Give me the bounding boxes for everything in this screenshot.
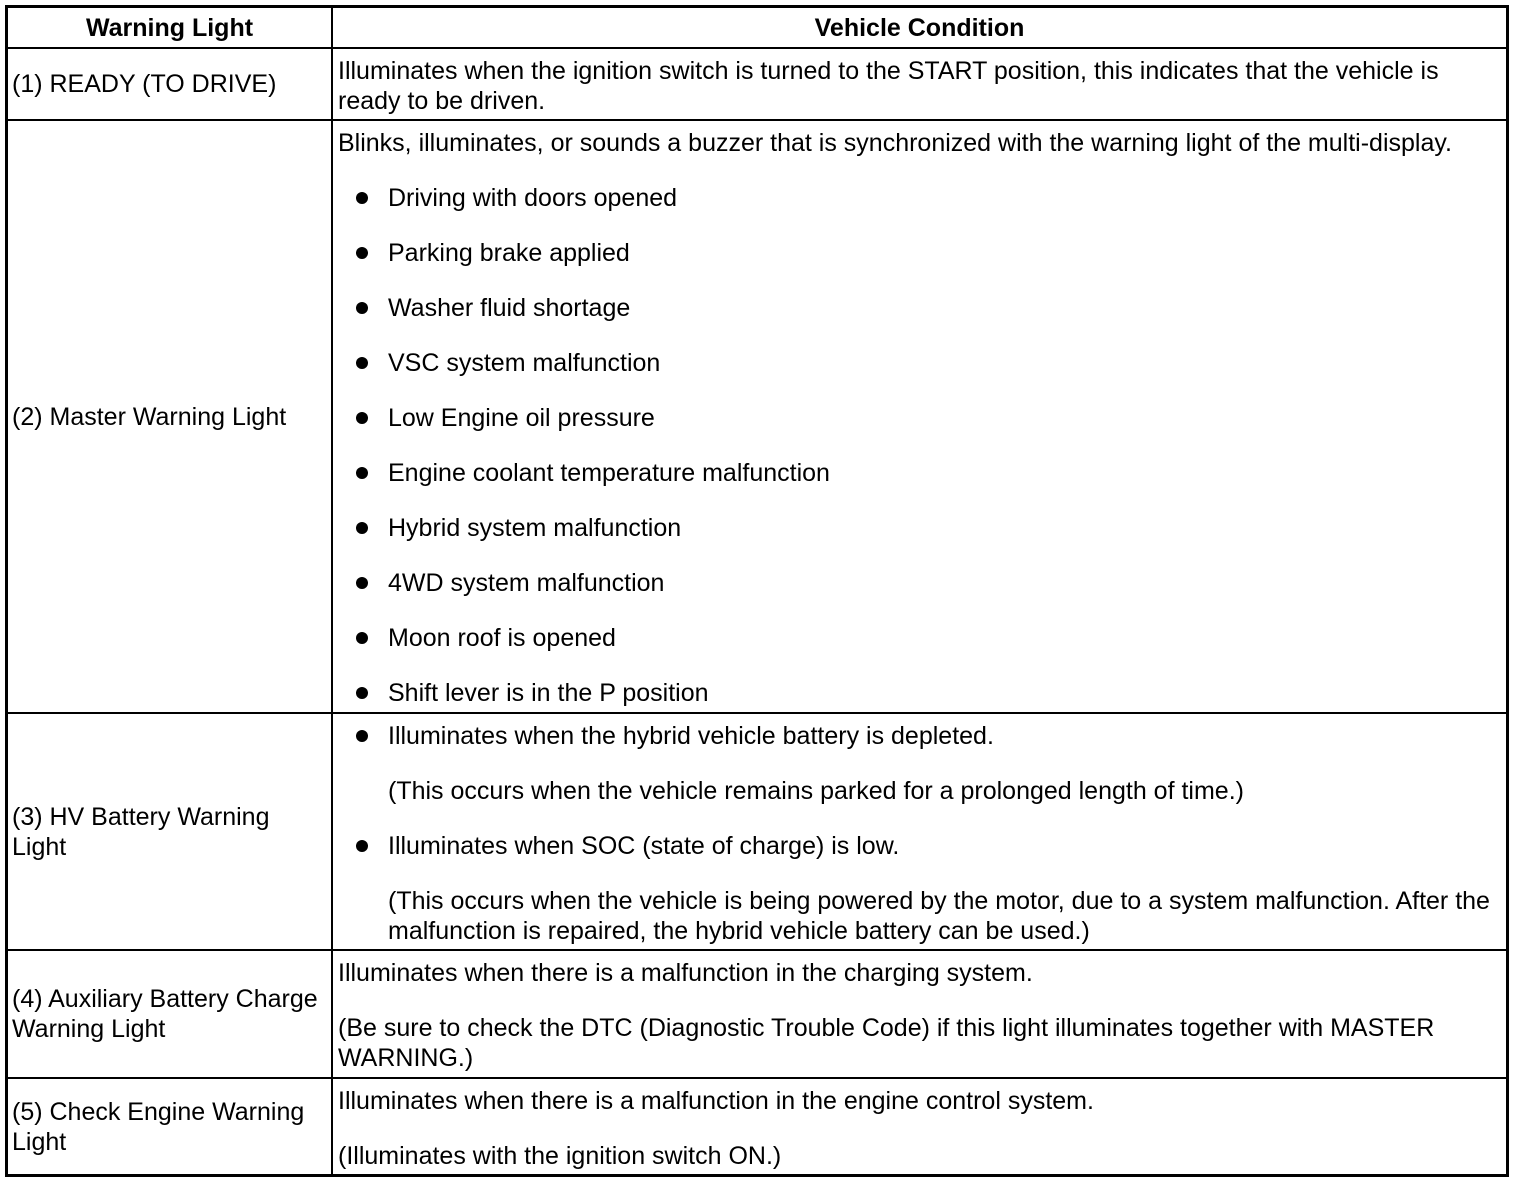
warning-light-name-line: (1) READY (TO DRIVE)	[12, 70, 277, 98]
table-header-row	[8, 8, 1506, 49]
bullet-icon	[356, 302, 368, 314]
bullet-icon	[356, 412, 368, 424]
condition-note	[338, 886, 1506, 946]
vehicle-condition-cell	[333, 121, 1506, 712]
table-row	[8, 951, 1506, 1079]
warning-light-name-line: (5) Check Engine Warning	[12, 1097, 305, 1126]
bullet-text: Parking brake applied	[388, 239, 630, 267]
vehicle-condition-cell	[333, 714, 1506, 949]
warning-light-cell	[8, 951, 333, 1077]
header-vehicle-condition-label: Vehicle Condition	[814, 13, 1025, 42]
header-vehicle-condition	[333, 8, 1506, 47]
condition-note	[338, 776, 1506, 806]
note-text-line: malfunction is repaired, the hybrid vehicle battery can be used.)	[388, 917, 1090, 945]
vehicle-condition-cell	[333, 1079, 1506, 1174]
bullet-text: 4WD system malfunction	[388, 569, 665, 597]
bullet-icon	[356, 632, 368, 644]
bullet-text: Illuminates when SOC (state of charge) is low.	[388, 832, 900, 860]
condition-bullet-item	[338, 183, 1506, 213]
vehicle-condition-cell	[333, 951, 1506, 1077]
warning-light-name	[12, 984, 318, 1044]
warning-light-name-line: Light	[12, 1127, 67, 1156]
condition-text-line: (Illuminates with the ignition switch ON.)	[338, 1142, 782, 1170]
condition-bullet-item	[338, 513, 1506, 543]
vehicle-condition-cell	[333, 49, 1506, 119]
note-text-line: (This occurs when the vehicle remains parked for a prolonged length of time.)	[388, 777, 1244, 805]
table-row	[8, 121, 1506, 714]
warning-light-name	[12, 1097, 304, 1157]
condition-bullet-item	[338, 238, 1506, 268]
bullet-text: Engine coolant temperature malfunction	[388, 459, 830, 487]
condition-bullet-item	[338, 568, 1506, 598]
bullet-text: Driving with doors opened	[388, 184, 678, 212]
condition-paragraph	[338, 1013, 1506, 1073]
condition-text-line: Illuminates when there is a malfunction in the engine control system.	[338, 1087, 1094, 1115]
warning-light-cell	[8, 1079, 333, 1174]
condition-paragraph	[338, 958, 1506, 988]
note-text-line: (This occurs when the vehicle is being powered by the motor, due to a system malfunction. After the	[388, 887, 1490, 915]
bullet-icon	[356, 357, 368, 369]
warning-light-name-line: (4) Auxiliary Battery Charge	[12, 985, 318, 1013]
condition-bullet-item	[338, 623, 1506, 653]
warning-light-table	[5, 5, 1509, 1177]
warning-light-name	[12, 69, 276, 99]
warning-light-name-line: Light	[12, 832, 67, 861]
condition-paragraph	[338, 1141, 1506, 1171]
bullet-icon	[356, 522, 368, 534]
bullet-icon	[356, 840, 368, 852]
bullet-icon	[356, 192, 368, 204]
bullet-icon	[356, 577, 368, 589]
bullet-text: Shift lever is in the P position	[388, 679, 709, 707]
condition-intro-text: Blinks, illuminates, or sounds a buzzer that is synchronized with the warning light of the multi-display.	[338, 129, 1452, 157]
bullet-text: Moon roof is opened	[388, 624, 616, 652]
condition-bullet-item	[338, 403, 1506, 433]
bullet-text: Hybrid system malfunction	[388, 514, 682, 542]
condition-text-line: WARNING.)	[338, 1044, 474, 1072]
condition-text-line: ready to be driven.	[338, 87, 546, 115]
bullet-text: Low Engine oil pressure	[388, 404, 655, 432]
bullet-icon	[356, 467, 368, 479]
warning-light-name-line: (3) HV Battery Warning	[12, 802, 270, 831]
condition-bullet-item	[338, 348, 1506, 378]
warning-light-cell	[8, 49, 333, 119]
bullet-icon	[356, 730, 368, 742]
warning-light-name-line: (2) Master Warning Light	[12, 402, 287, 431]
condition-bullet-item	[338, 458, 1506, 488]
warning-light-name-line: Warning Light	[12, 1015, 166, 1043]
condition-bullet-item	[338, 831, 1506, 861]
warning-light-cell	[8, 714, 333, 949]
table-row	[8, 1079, 1506, 1174]
bullet-icon	[356, 247, 368, 259]
condition-bullet-item	[338, 721, 1506, 751]
header-warning-light-label: Warning Light	[85, 13, 254, 42]
condition-bullet-item	[338, 678, 1506, 708]
condition-text-line: Illuminates when the ignition switch is turned to the START position, this indicates that the vehicle is	[338, 57, 1439, 85]
table-row	[8, 49, 1506, 121]
condition-text-line: Illuminates when there is a malfunction in the charging system.	[338, 959, 1033, 987]
condition-bullet-item	[338, 293, 1506, 323]
bullet-text: Washer fluid shortage	[388, 294, 631, 322]
condition-text-line: (Be sure to check the DTC (Diagnostic Trouble Code) if this light illuminates together with MASTER	[338, 1014, 1435, 1042]
condition-paragraph	[338, 128, 1506, 158]
condition-paragraph	[338, 1086, 1506, 1116]
warning-light-name	[12, 402, 286, 432]
condition-paragraph	[338, 56, 1506, 116]
warning-light-cell	[8, 121, 333, 712]
bullet-icon	[356, 687, 368, 699]
bullet-text: Illuminates when the hybrid vehicle battery is depleted.	[388, 722, 994, 750]
table-row	[8, 714, 1506, 951]
header-warning-light	[8, 8, 333, 47]
warning-light-name	[12, 802, 269, 862]
bullet-text: VSC system malfunction	[388, 349, 661, 377]
